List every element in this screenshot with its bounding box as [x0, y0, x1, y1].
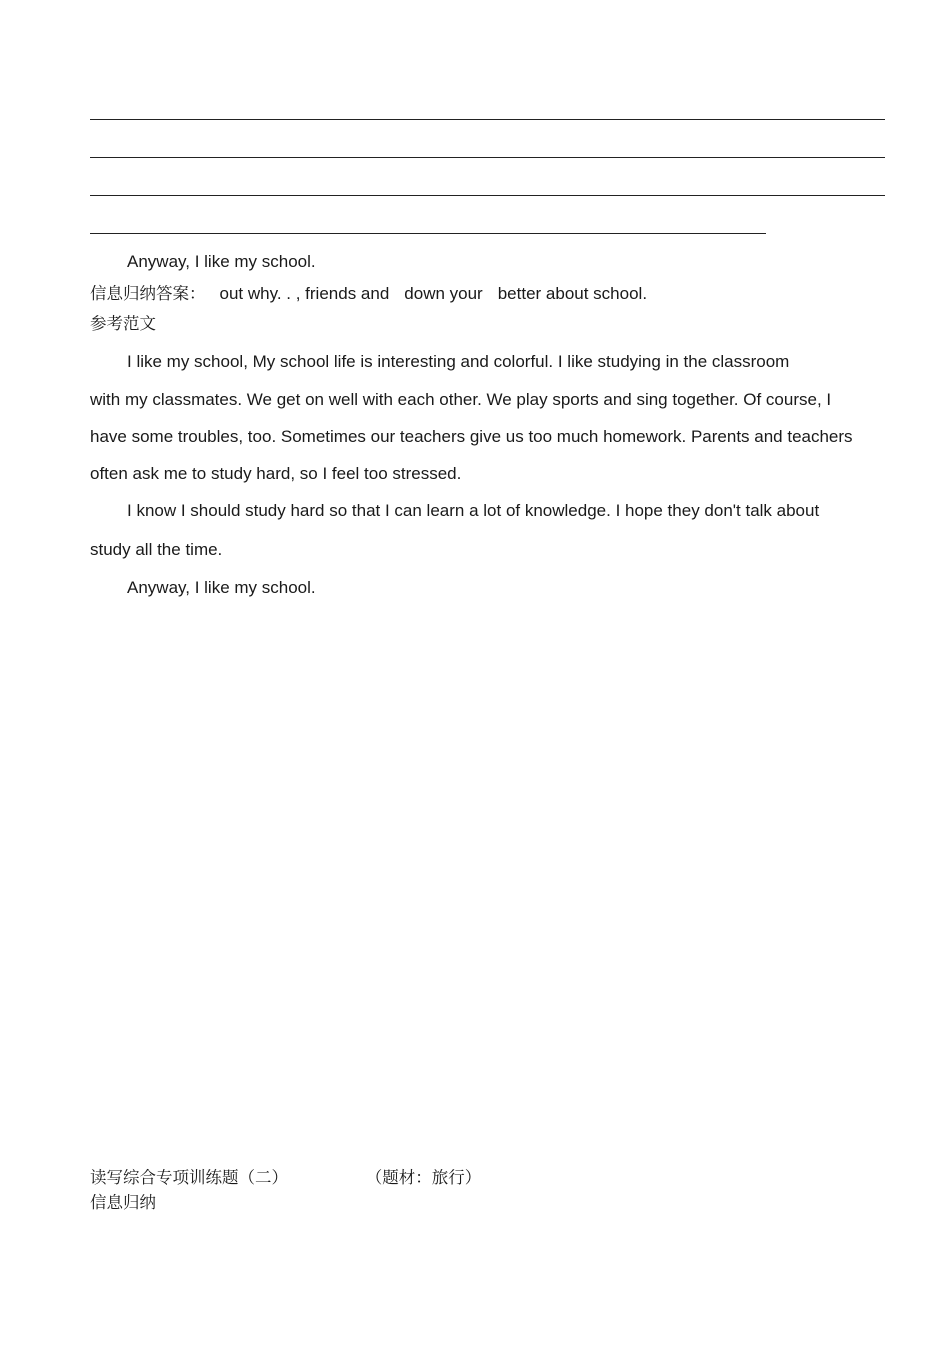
answer-blank-line-3 [90, 195, 885, 196]
next-section-subheading: 信息归纳 [90, 1193, 156, 1212]
answers-row [90, 284, 647, 304]
answer-item: better about school. [497, 284, 648, 303]
answers-label: 信息归纳答案： [90, 284, 206, 303]
essay-line: Anyway, I like my school. [127, 578, 316, 597]
model-essay-heading: 参考范文 [90, 314, 156, 333]
essay-line: have some troubles, too. Sometimes our teachers give us too much homework. Parents and teachers [90, 427, 853, 446]
essay-line: study all the time. [90, 540, 223, 559]
answer-blank-line-1 [90, 119, 885, 120]
passage-closing: Anyway, I like my school. [127, 252, 316, 271]
essay-line: I like my school, My school life is interesting and colorful. I like studying in the classroom [127, 352, 790, 371]
next-section-title [90, 1168, 481, 1188]
answer-item: down your [404, 284, 483, 303]
essay-line: often ask me to study hard, so I feel too stressed. [90, 464, 462, 483]
section-topic: （题材：旅行） [374, 1168, 482, 1187]
section-title: 读写综合专项训练题（二） [90, 1168, 288, 1187]
answer-blank-line-4 [90, 233, 766, 234]
essay-line: I know I should study hard so that I can learn a lot of knowledge. I hope they don't talk about [127, 501, 820, 520]
answer-blank-line-2 [90, 157, 885, 158]
answer-item: out why. . , friends and [219, 284, 390, 303]
essay-line: with my classmates. We get on well with each other. We play sports and sing together. Of course, I [90, 390, 832, 409]
